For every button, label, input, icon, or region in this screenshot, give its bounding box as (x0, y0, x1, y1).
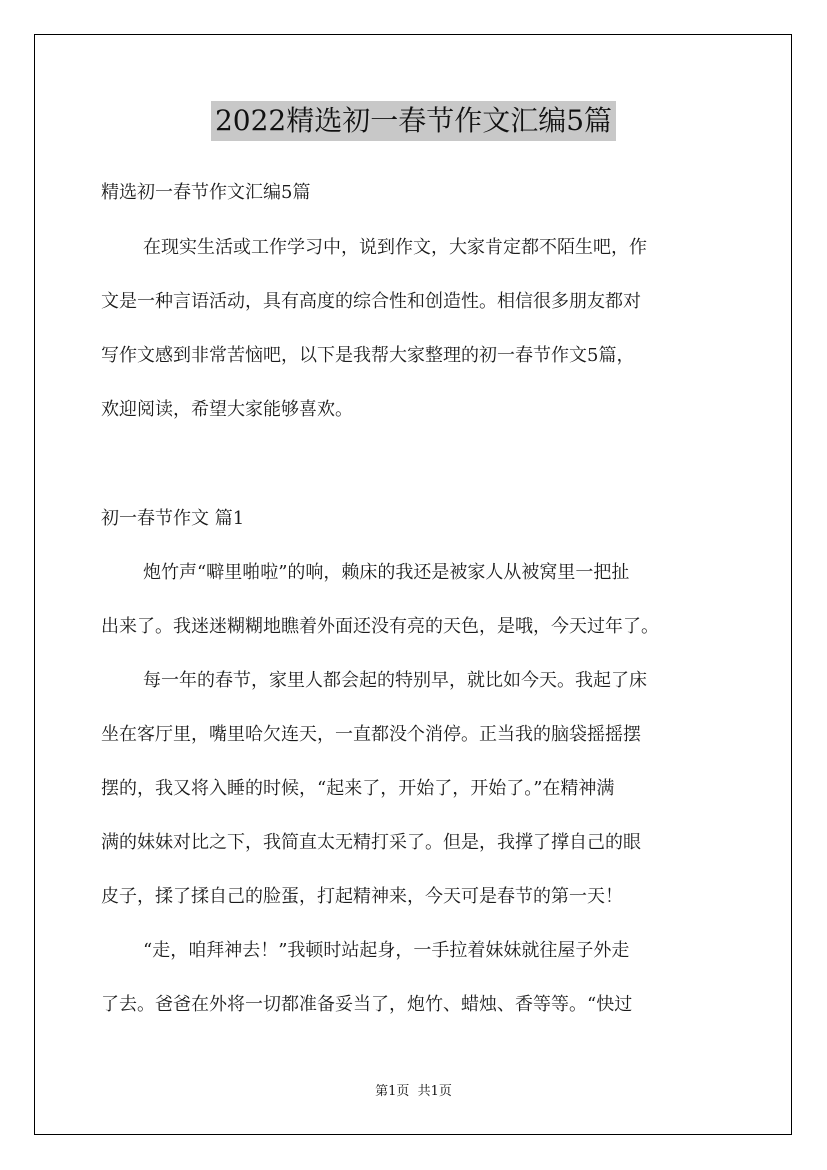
paragraph-line: 写作文感到非常苦恼吧，以下是我帮大家整理的初一春节作文5篇， (101, 345, 635, 366)
paragraph-line: 炮竹声“噼里啪啦”的响，赖床的我还是被家人从被窝里一把扯 (143, 562, 630, 583)
subtitle-line: 精选初一春节作文汇编5篇 (101, 182, 311, 203)
document-title: 2022精选初一春节作文汇编5篇 (211, 101, 616, 141)
section-heading: 初一春节作文 篇1 (101, 508, 245, 529)
paragraph-line: 在现实生活或工作学习中，说到作文，大家肯定都不陌生吧，作 (143, 237, 647, 258)
total-pages: 共1页 (417, 1084, 452, 1099)
page-footer (0, 1084, 827, 1100)
paragraph-line: 摆的，我又将入睡的时候，“起来了，开始了，开始了。”在精神满 (101, 778, 615, 799)
page-number: 第1页 (375, 1084, 410, 1099)
paragraph-line: 满的妹妹对比之下，我简直太无精打采了。但是，我撑了撑自己的眼 (101, 832, 641, 853)
paragraph-line: 了去。爸爸在外将一切都准备妥当了，炮竹、蜡烛、香等等。“快过 (101, 994, 633, 1015)
paragraph-line: 欢迎阅读，希望大家能够喜欢。 (101, 399, 353, 420)
paragraph-line: 每一年的春节，家里人都会起的特别早，就比如今天。我起了床 (143, 670, 647, 691)
paragraph-line: 皮子，揉了揉自己的脸蛋，打起精神来，今天可是春节的第一天！ (101, 886, 623, 907)
paragraph-line: 文是一种言语活动，具有高度的综合性和创造性。相信很多朋友都对 (101, 291, 641, 312)
paragraph-line: 坐在客厅里，嘴里哈欠连天，一直都没个消停。正当我的脑袋摇摇摆 (101, 724, 641, 745)
paragraph-line: “走，咱拜神去！”我顿时站起身，一手拉着妹妹就往屋子外走 (143, 940, 630, 961)
document-title-container (0, 101, 827, 141)
paragraph-line: 出来了。我迷迷糊糊地瞧着外面还没有亮的天色，是哦，今天过年了。 (101, 616, 659, 637)
